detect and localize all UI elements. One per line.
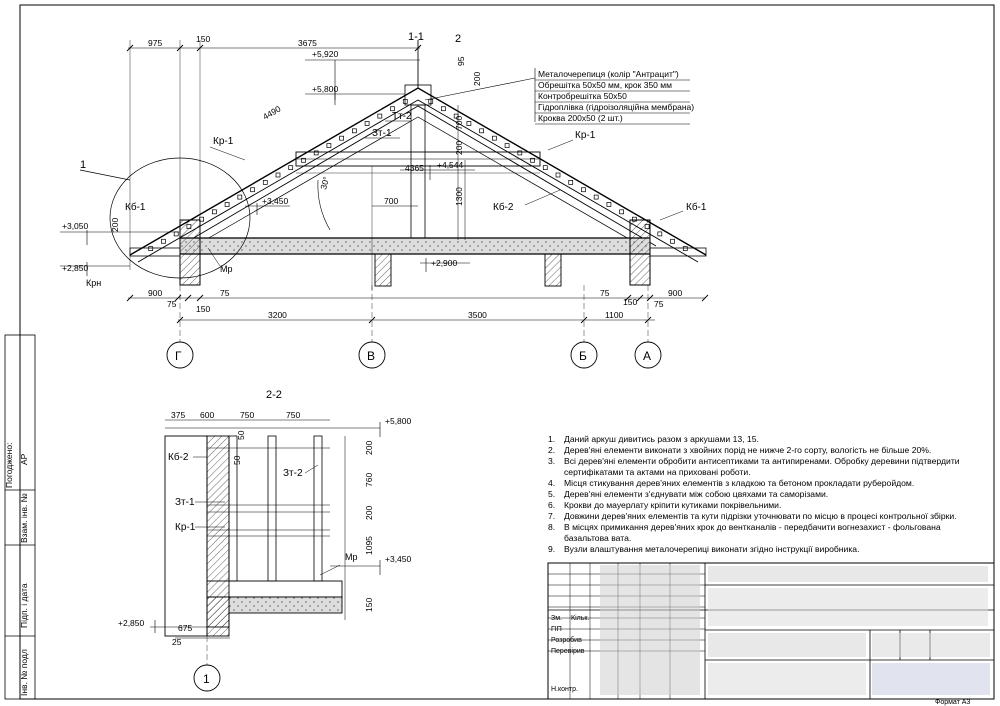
dim-75-b: 75 [220, 288, 230, 298]
axis-g: Г [175, 349, 182, 363]
s2-dim-50-a: 50 [236, 430, 246, 440]
tb-gip: ГІП [551, 626, 562, 633]
note-text: Дерев'яні елементи виконати з хвойних порід не нижче 2-го сорту, вологість не більше 20%. [564, 445, 932, 455]
dim-900-right: 900 [668, 288, 683, 298]
note-text: Вузли влаштування металочерепиці виконати згідно інструкції виробника. [564, 544, 860, 554]
s2-level-2850: +2,850 [118, 618, 145, 628]
batten-tick [518, 151, 522, 155]
layer-1: Металочерепиця (колір "Антрацит") [538, 69, 679, 79]
s2-level-5800: +5,800 [385, 416, 412, 426]
note-number: 8. [548, 522, 556, 532]
tb-kilk: Кільк. [571, 615, 590, 622]
batten-tick [671, 239, 675, 243]
label-mr: Мр [220, 264, 233, 274]
batten-tick [658, 232, 662, 236]
label-kr1-right: Кр-1 [575, 130, 596, 141]
s2-dim-675: 675 [178, 623, 193, 633]
s2-dim-750-b: 750 [286, 410, 301, 420]
batten-tick [365, 121, 369, 125]
dim-150-right: 150 [623, 297, 638, 307]
stamp-vzam: Взам. інв. № [19, 493, 29, 543]
batten-tick [569, 180, 573, 184]
batten-tick [289, 166, 293, 170]
batten-tick [225, 202, 229, 206]
s2-dim-150: 150 [364, 597, 374, 612]
s2-axis-1: 1 [203, 672, 210, 686]
level-5800: +5,800 [312, 84, 339, 94]
batten-tick [480, 129, 484, 133]
note-item [548, 445, 968, 456]
batten-tick [263, 180, 267, 184]
label-kb2: Кб-2 [493, 202, 514, 213]
general-notes [548, 434, 968, 555]
stamp-pogodzheno: Погоджено: [4, 442, 14, 488]
batten-tick [327, 144, 331, 148]
batten-tick [149, 247, 153, 251]
note-number: 5. [548, 489, 556, 499]
dim-150-left: 150 [196, 304, 211, 314]
batten-tick [594, 195, 598, 199]
s2-dim-750-a: 750 [240, 410, 255, 420]
batten-tick [251, 188, 255, 192]
batten-tick [161, 239, 165, 243]
note-item [548, 434, 968, 445]
label-kb1-left: Кб-1 [125, 202, 146, 213]
s2-label-zt1: Зт-1 [175, 497, 195, 508]
dim-975: 975 [148, 38, 163, 48]
axis-a: А [643, 349, 652, 363]
layer-4: Гідроплівка (гідроізоляційна мембрана) [538, 102, 695, 112]
note-number: 9. [548, 544, 556, 554]
level-5920: +5,920 [312, 49, 339, 59]
dim-200-left: 200 [110, 217, 120, 232]
s2-dim-375: 375 [171, 410, 186, 420]
marker-2: 2 [455, 33, 462, 45]
label-kb1-right: Кб-1 [686, 202, 707, 213]
s2-label-kr1: Кр-1 [175, 522, 196, 533]
s2-label-mr: Мр [345, 552, 358, 562]
stamp-pidp: Підп. і дата [19, 583, 29, 628]
batten-tick [543, 166, 547, 170]
batten-tick [607, 202, 611, 206]
note-item [548, 478, 968, 489]
batten-tick [378, 114, 382, 118]
note-item [548, 544, 968, 555]
note-text: Дерев'яні елементи з'єднувати між собою цвяхами та саморізами. [564, 489, 829, 499]
dim-150-top: 150 [196, 34, 211, 44]
s2-level-3450: +3,450 [385, 554, 412, 564]
s2-dim-600: 600 [200, 410, 215, 420]
dim-75-a: 75 [167, 299, 177, 309]
batten-tick [556, 173, 560, 177]
dim-700: 700 [384, 196, 399, 206]
note-text: Крокви до мауерлату кріпити кутиками покрівельними. [564, 500, 782, 510]
batten-tick [314, 151, 318, 155]
format-label: Формат А3 [935, 699, 971, 706]
s2-label-zt2: Зт-2 [283, 468, 303, 479]
s2-dim-25: 25 [172, 637, 182, 647]
dim-700-vert: 700 [454, 115, 464, 130]
batten-tick [238, 195, 242, 199]
s2-dim-200-b: 200 [364, 505, 374, 520]
axis-b: Б [579, 349, 587, 363]
dim-75-d: 75 [654, 299, 664, 309]
tb-rozrobyv: Розробив [551, 637, 582, 644]
batten-tick [174, 232, 178, 236]
layer-2: Обрешітка 50х50 мм, крок 350 мм [538, 80, 672, 90]
s2-dim-760: 760 [364, 472, 374, 487]
dim-200-mid: 200 [454, 140, 464, 155]
callout-1: 1 [80, 159, 87, 171]
label-kr1-left: Кр-1 [213, 136, 234, 147]
note-number: 1. [548, 434, 556, 444]
s2-dim-200-a: 200 [364, 440, 374, 455]
s2-label-kb2: Кб-2 [168, 452, 189, 463]
note-number: 2. [548, 445, 556, 455]
batten-tick [683, 247, 687, 251]
tb-zm: Зм. [551, 615, 562, 622]
batten-tick [505, 144, 509, 148]
label-zt1: Зт-1 [372, 128, 392, 139]
stamp-ar: АР [19, 453, 29, 465]
label-zt2: Тт-2 [392, 111, 412, 122]
note-item [548, 500, 968, 511]
span-3500: 3500 [468, 310, 487, 320]
batten-tick [212, 210, 216, 214]
s2-dim-50-b: 50 [232, 455, 242, 465]
note-text: Всі дерев'яні елементи обробити антисептиками та антипиренами. Обробку деревини підтвердити сертифікатами та актами на приховані роботи. [564, 456, 960, 477]
note-text: В місцях примикання дерев'яних крок до вентканалів - передбачити вогнезахист - фольгована базальтова вата. [564, 522, 941, 543]
note-text: Довжини дерев'яних елементів та кути підрізки уточнювати по місцю в процесі контрольної збірки. [564, 511, 957, 521]
note-number: 6. [548, 500, 556, 510]
note-number: 4. [548, 478, 556, 488]
note-item [548, 511, 968, 522]
note-text: Даний аркуш дивитись разом з аркушами 13, 15. [564, 434, 759, 444]
layer-3: Контробрешітка 50х50 [538, 91, 627, 101]
tb-nkontr: Н.контр. [551, 686, 578, 693]
batten-tick [441, 107, 445, 111]
batten-tick [352, 129, 356, 133]
level-3450: +3,450 [262, 196, 289, 206]
span-1100: 1100 [605, 310, 624, 320]
batten-tick [581, 188, 585, 192]
batten-tick [492, 136, 496, 140]
axis-v: В [367, 349, 376, 363]
layer-5: Кроква 200х50 (2 шт.) [538, 113, 623, 123]
batten-tick [620, 210, 624, 214]
batten-tick [467, 121, 471, 125]
dim-1300: 1300 [454, 187, 464, 206]
stamp-inv: Інв. № подл [19, 649, 29, 696]
note-item [548, 489, 968, 500]
note-number: 3. [548, 456, 556, 466]
dim-4490: 4490 [261, 103, 283, 122]
section-2-2-title: 2-2 [266, 389, 282, 401]
s2-dim-1095: 1095 [364, 536, 374, 555]
note-item [548, 522, 968, 544]
dim-900-left: 900 [148, 288, 163, 298]
batten-tick [340, 136, 344, 140]
level-3050: +3,050 [62, 221, 89, 231]
batten-tick [276, 173, 280, 177]
section-1-1-title: 1-1 [408, 31, 424, 43]
tb-perevirіv: Перевірив [551, 648, 585, 655]
dim-3675: 3675 [298, 38, 317, 48]
angle-30: 30° [318, 175, 332, 191]
level-2900: +2,900 [431, 258, 458, 268]
dim-95: 95 [456, 56, 466, 66]
note-number: 7. [548, 511, 556, 521]
dim-200-top: 200 [472, 71, 482, 86]
note-item [548, 456, 968, 478]
note-text: Місця стикування дерев'яних елементів з кладкою та бетоном прокладати руберойдом. [564, 478, 915, 488]
span-3200: 3200 [268, 310, 287, 320]
level-2850: +2,850 [62, 263, 89, 273]
dim-75-c: 75 [600, 288, 610, 298]
level-4544: +4,544 [437, 160, 464, 170]
label-krn: Крн [86, 278, 102, 288]
dim-4365: 4365 [405, 163, 424, 173]
